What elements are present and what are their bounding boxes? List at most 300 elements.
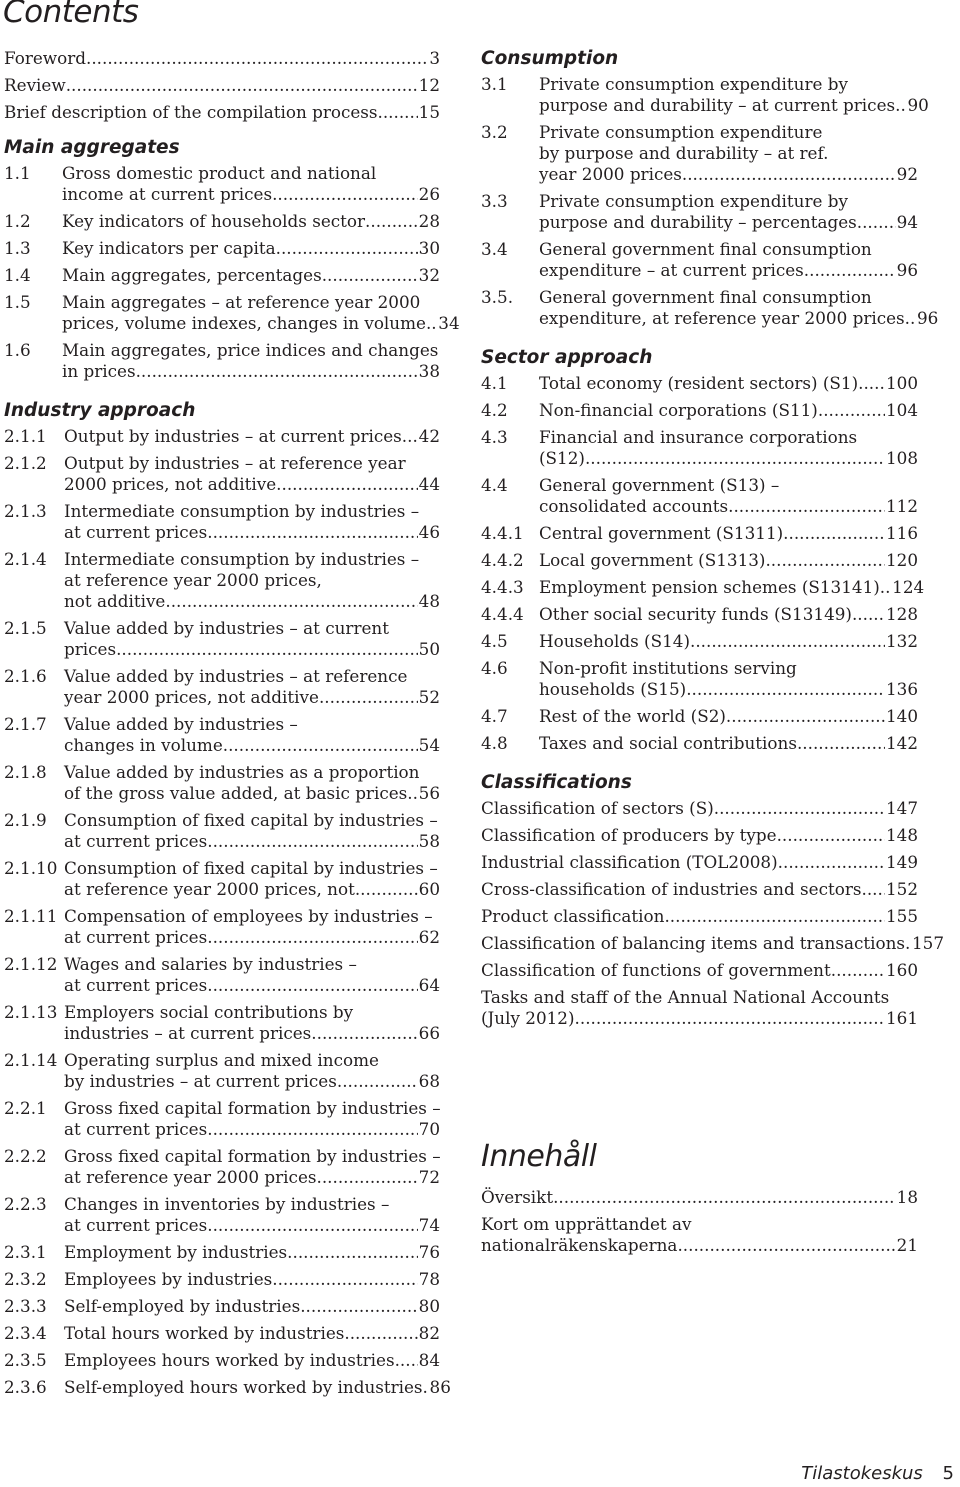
toc-entry-page: 112 [885, 496, 918, 516]
toc-entry-title-line: Kort om upprättandet av [481, 1214, 692, 1234]
toc-entry-page: 58 [418, 831, 440, 851]
dot-leader [322, 265, 418, 286]
section-heading-industry-approach: Industry approach [4, 400, 196, 421]
toc-entry-title-line: Output by industries – at current prices [64, 426, 402, 446]
toc-entry-title-line: changes in volume [64, 735, 223, 755]
toc-entry-number: 4.4.4 [481, 604, 524, 624]
toc-entry-last-line [539, 604, 918, 625]
toc-entry-body [62, 163, 440, 205]
section-heading-consumption: Consumption [481, 48, 619, 69]
toc-entry[interactable] [481, 852, 918, 873]
dot-leader [686, 679, 885, 700]
toc-entry[interactable] [4, 810, 440, 852]
toc-entry-last-line [539, 164, 918, 185]
toc-entry-last-line [62, 211, 440, 232]
toc-entry[interactable] [4, 1269, 440, 1290]
toc-entry-title-line: Cross-classification of industries and sectors [481, 879, 862, 899]
toc-entry-last-line [62, 265, 440, 286]
toc-entry-title-line: Classification of functions of government [481, 960, 831, 980]
toc-entry-number: 4.4 [481, 475, 508, 495]
toc-entry-number: 2.1.7 [4, 714, 47, 734]
toc-entry-title-line: at current prices [64, 1215, 208, 1235]
toc-entry-number: 1.5 [4, 292, 31, 312]
toc-entry[interactable] [4, 1296, 440, 1317]
toc-entry[interactable] [481, 879, 918, 900]
toc-entry-title-line: Non-financial corporations (S11) [539, 400, 818, 420]
dot-leader [276, 474, 417, 495]
toc-entry-title-line: nationalräkenskaperna [481, 1235, 678, 1255]
toc-entry-last-line [64, 1323, 440, 1344]
toc-entry-last-line [64, 879, 440, 900]
toc-entry-title-line: by industries – at current prices [64, 1071, 337, 1091]
toc-entry[interactable] [481, 987, 918, 1029]
toc-entry-title-line: Employers social contributions by [64, 1002, 354, 1022]
dot-leader [116, 639, 418, 660]
toc-entry-page: 34 [438, 313, 460, 333]
dot-leader [355, 879, 418, 900]
toc-entry-body [4, 48, 440, 69]
dot-leader [797, 733, 885, 754]
toc-entry[interactable] [4, 549, 440, 612]
toc-sector-approach-list [481, 373, 925, 754]
dot-leader [344, 1323, 417, 1344]
toc-entry[interactable] [4, 1146, 440, 1188]
toc-entry[interactable] [481, 191, 918, 233]
dot-leader [272, 1269, 417, 1290]
toc-entry-body [539, 287, 939, 329]
toc-entry-last-line [481, 798, 918, 819]
toc-entry-last-line [64, 1023, 440, 1044]
toc-entry-body [539, 604, 918, 625]
toc-entry-page: 72 [418, 1167, 440, 1187]
dot-leader [207, 831, 417, 852]
toc-entry-body [64, 666, 440, 708]
toc-entry-body [539, 706, 918, 727]
toc-entry-page: 104 [885, 400, 918, 420]
toc-entry-body [539, 427, 918, 469]
toc-entry-page: 128 [885, 604, 918, 624]
toc-entry-last-line [64, 1071, 440, 1092]
toc-entry-number: 2.1.9 [4, 810, 47, 830]
toc-entry-title-line: Value added by industries as a proportion [64, 762, 420, 782]
toc-entry[interactable] [4, 1194, 440, 1236]
toc-entry-title-line: prices, volume indexes, changes in volume. [62, 313, 432, 333]
toc-entry[interactable] [481, 1187, 918, 1208]
dot-leader [378, 102, 418, 123]
toc-entry[interactable] [4, 163, 440, 205]
toc-entry-last-line [64, 783, 440, 804]
toc-entry-number: 2.3.4 [4, 1323, 47, 1343]
toc-entry-body [481, 852, 918, 873]
toc-entry-title-line: Employees by industries [64, 1269, 273, 1289]
toc-entry-page: 92 [896, 164, 918, 184]
dot-leader [690, 631, 885, 652]
dot-leader [86, 48, 428, 69]
toc-entry-number: 2.1.2 [4, 453, 47, 473]
toc-entry-title-line: at current prices [64, 831, 208, 851]
dot-leader [300, 1296, 417, 1317]
toc-entry-last-line [64, 735, 440, 756]
toc-entry-page: 32 [418, 265, 440, 285]
toc-entry-last-line [64, 522, 440, 543]
toc-entry-number: 2.2.3 [4, 1194, 47, 1214]
toc-entry-number: 2.2.2 [4, 1146, 47, 1166]
toc-entry-title-line: Classification of balancing items and transactions [481, 933, 905, 953]
toc-entry-last-line [64, 639, 440, 660]
toc-entry-page: 56 [418, 783, 440, 803]
toc-entry[interactable] [4, 1377, 451, 1398]
toc-entry[interactable] [4, 102, 440, 123]
toc-entry[interactable] [481, 1214, 918, 1256]
toc-entry-title-line: Employment by industries [64, 1242, 288, 1262]
toc-entry-number: 2.1.11 [4, 906, 58, 926]
toc-entry-page: 160 [885, 960, 918, 980]
toc-entry[interactable] [481, 74, 929, 116]
toc-entry-title-line: General government final consumption [539, 287, 872, 307]
toc-main-aggregates-list [4, 163, 460, 382]
spacer [481, 1035, 918, 1139]
toc-entry[interactable] [481, 906, 918, 927]
dot-leader [207, 1119, 417, 1140]
toc-entry[interactable] [481, 122, 918, 185]
toc-entry-body [539, 523, 918, 544]
toc-entry-last-line [64, 1167, 440, 1188]
dot-leader [66, 75, 418, 96]
toc-entry-last-line [539, 706, 918, 727]
toc-entry-title-line: Key indicators per capita [62, 238, 276, 258]
toc-entry[interactable] [481, 825, 918, 846]
toc-entry-last-line [64, 1377, 451, 1398]
dot-leader [311, 1023, 417, 1044]
toc-entry-title-line: expenditure, at reference year 2000 prices. [539, 308, 910, 328]
dot-leader [778, 852, 885, 873]
toc-entry-page: 21 [896, 1235, 918, 1255]
toc-entry-title-line: Operating surplus and mixed income [64, 1050, 379, 1070]
toc-entry[interactable] [481, 400, 918, 421]
toc-entry-last-line [64, 1215, 440, 1236]
toc-entry-title-line: Main aggregates, price indices and changes [62, 340, 439, 360]
toc-entry-page: 15 [418, 102, 440, 122]
toc-entry-page: 96 [896, 260, 918, 280]
toc-entry[interactable] [481, 706, 918, 727]
toc-entry[interactable] [4, 1050, 440, 1092]
toc-entry-page: 78 [418, 1269, 440, 1289]
toc-entry-page: 100 [885, 373, 918, 393]
toc-entry-title-line: at reference year 2000 prices [64, 1167, 317, 1187]
toc-entry-page: 132 [885, 631, 918, 651]
toc-entry-title-line: Taxes and social contributions [539, 733, 797, 753]
toc-entry[interactable] [4, 762, 440, 804]
dot-leader [765, 550, 885, 571]
toc-entry-number: 2.3.2 [4, 1269, 47, 1289]
toc-entry-title-line: by purpose and durability – at ref. [539, 143, 829, 163]
toc-entry-title-line: Employment pension schemes (S13141). [539, 577, 886, 597]
toc-entry-last-line [64, 687, 440, 708]
toc-entry-last-line [64, 1242, 440, 1263]
toc-entry-body [481, 879, 918, 900]
toc-entry-title-line: Changes in inventories by industries – [64, 1194, 390, 1214]
toc-entry[interactable] [4, 954, 440, 996]
section-heading-classifications: Classifications [481, 772, 632, 793]
toc-entry-last-line [539, 95, 929, 116]
toc-entry-title-line: Employees hours worked by industries [64, 1350, 395, 1370]
toc-entry-page: 120 [885, 550, 918, 570]
dot-leader [319, 687, 418, 708]
dot-leader [337, 1071, 418, 1092]
toc-entry[interactable] [481, 933, 945, 954]
toc-entry-last-line [64, 1269, 440, 1290]
toc-entry[interactable] [481, 550, 918, 571]
toc-entry-number: 2.1.10 [4, 858, 58, 878]
toc-entry-title-line: Classification of producers by type [481, 825, 777, 845]
toc-entry-last-line [481, 1008, 918, 1029]
toc-entry[interactable] [4, 714, 440, 756]
dot-leader [728, 496, 885, 517]
toc-entry-body [481, 960, 918, 981]
toc-entry-title-line: Review [4, 75, 66, 95]
toc-entry-last-line [64, 474, 440, 495]
toc-entry-title-line: Value added by industries – at current [64, 618, 389, 638]
dot-leader [365, 211, 418, 232]
toc-entry-body [539, 373, 918, 394]
dot-leader [207, 522, 417, 543]
toc-entry-number: 2.1.12 [4, 954, 58, 974]
toc-entry[interactable] [481, 658, 918, 700]
toc-entry-body [539, 631, 918, 652]
toc-entry-title-line: Brief description of the compilation process [4, 102, 378, 122]
toc-entry-number: 3.4 [481, 239, 508, 259]
dot-leader [777, 825, 885, 846]
toc-entry-last-line [481, 1187, 918, 1208]
footer-publisher: Tilastokeskus [801, 1463, 923, 1484]
toc-entry-body [481, 798, 918, 819]
toc-entry[interactable] [4, 1002, 440, 1044]
toc-entry-last-line [481, 960, 918, 981]
toc-entry-last-line [62, 361, 440, 382]
toc-entry-last-line [539, 260, 918, 281]
toc-entry-page: 68 [418, 1071, 440, 1091]
toc-entry-number: 2.2.1 [4, 1098, 47, 1118]
toc-entry-page: 30 [418, 238, 440, 258]
page-title: Contents [3, 0, 139, 30]
toc-entry[interactable] [4, 858, 440, 900]
toc-entry[interactable] [4, 75, 440, 96]
toc-entry-last-line [64, 1119, 440, 1140]
toc-entry-title-line: Classification of sectors (S) [481, 798, 714, 818]
toc-entry-title-line: purpose and durability – percentages [539, 212, 857, 232]
toc-entry-page: 140 [885, 706, 918, 726]
toc-entry-number: 4.6 [481, 658, 508, 678]
toc-entry-title-line: Financial and insurance corporations [539, 427, 858, 447]
toc-entry[interactable] [481, 523, 918, 544]
dot-leader [714, 798, 885, 819]
toc-entry-number: 1.3 [4, 238, 31, 258]
toc-entry-last-line [64, 927, 440, 948]
toc-entry-body [4, 75, 440, 96]
toc-entry[interactable] [4, 1242, 440, 1263]
section-heading-main-aggregates: Main aggregates [4, 137, 180, 158]
toc-entry-title-line: Output by industries – at reference year [64, 453, 406, 473]
toc-entry-title-line: Main aggregates – at reference year 2000 [62, 292, 421, 312]
toc-entry-title-line: General government final consumption [539, 239, 872, 259]
dot-leader [317, 1167, 418, 1188]
toc-entry-body [481, 1187, 918, 1208]
toc-entry-last-line [539, 523, 918, 544]
toc-entry[interactable] [481, 604, 918, 625]
toc-entry[interactable] [4, 501, 440, 543]
toc-entry[interactable] [481, 798, 918, 819]
toc-entry-body [64, 549, 440, 612]
toc-entry[interactable] [481, 631, 918, 652]
toc-entry-page: 116 [885, 523, 918, 543]
toc-entry[interactable] [4, 48, 440, 69]
toc-entry[interactable] [481, 475, 918, 517]
toc-entry-title-line: 2000 prices, not additive [64, 474, 277, 494]
dot-leader [783, 523, 885, 544]
toc-entry-body [64, 1194, 440, 1236]
dot-leader [575, 1008, 885, 1029]
toc-entry-number: 2.1.13 [4, 1002, 58, 1022]
toc-entry-title-line: General government (S13) – [539, 475, 780, 495]
toc-entry[interactable] [4, 666, 440, 708]
toc-entry-title-line: (S12) [539, 448, 585, 468]
toc-entry-title-line: consolidated accounts [539, 496, 729, 516]
toc-entry-number: 2.1.4 [4, 549, 47, 569]
toc-entry-number: 2.1.1 [4, 426, 47, 446]
toc-entry[interactable] [4, 453, 440, 495]
dot-leader [287, 1242, 417, 1263]
toc-entry-number: 2.1.6 [4, 666, 47, 686]
toc-entry-body [64, 810, 440, 852]
innehall-title: Innehåll [481, 1139, 597, 1174]
toc-entry-title-line: industries – at current prices [64, 1023, 312, 1043]
toc-entry[interactable] [4, 1350, 440, 1371]
toc-entry[interactable] [4, 340, 440, 382]
toc-entry-number: 4.5 [481, 631, 508, 651]
toc-entry-body [64, 762, 440, 804]
toc-entry-title-line: Key indicators of households sector [62, 211, 366, 231]
toc-entry[interactable] [4, 1098, 440, 1140]
toc-entry-body [539, 475, 918, 517]
toc-entry-number: 3.1 [481, 74, 508, 94]
toc-entry-page: 66 [418, 1023, 440, 1043]
toc-entry-page: 44 [418, 474, 440, 494]
toc-entry-title-line: Compensation of employees by industries – [64, 906, 433, 926]
toc-entry[interactable] [4, 1323, 440, 1344]
toc-entry-number: 1.4 [4, 265, 31, 285]
toc-entry-body [64, 453, 440, 495]
toc-entry-title-line: Local government (S1313) [539, 550, 766, 570]
toc-entry-body [64, 501, 440, 543]
dot-leader [207, 927, 417, 948]
toc-entry[interactable] [481, 577, 925, 598]
toc-entry-title-line: Value added by industries – [64, 714, 298, 734]
toc-entry-title-line: Gross fixed capital formation by industries – [64, 1098, 441, 1118]
toc-entry-page: 12 [418, 75, 440, 95]
toc-entry[interactable] [4, 906, 440, 948]
toc-entry[interactable] [481, 960, 918, 981]
toc-entry-body [539, 239, 918, 281]
toc-entry[interactable] [481, 239, 918, 281]
toc-entry-last-line [64, 426, 440, 447]
dot-leader [818, 400, 885, 421]
toc-entry-page: 46 [418, 522, 440, 542]
toc-entry-title-line: Private consumption expenditure by [539, 74, 848, 94]
dot-leader [726, 706, 885, 727]
toc-entry[interactable] [481, 373, 918, 394]
toc-entry-page: 96 [916, 308, 939, 328]
toc-entry-title-line: Central government (S1311) [539, 523, 784, 543]
toc-front-list [4, 48, 440, 123]
toc-entry-body [64, 858, 440, 900]
toc-entry[interactable] [4, 426, 440, 447]
toc-entry-title-line: income at current prices [62, 184, 273, 204]
toc-entry-page: 90 [907, 95, 929, 115]
toc-entry-body [62, 238, 440, 259]
toc-entry-page: 28 [418, 211, 440, 231]
page-footer [801, 1463, 954, 1485]
toc-entry-page: 74 [418, 1215, 440, 1235]
toc-entry-page: 86 [429, 1377, 451, 1397]
toc-entry-last-line [481, 906, 918, 927]
footer-page-number: 5 [942, 1463, 954, 1484]
toc-entry[interactable] [4, 292, 460, 334]
toc-entry-title-line: Households (S14) [539, 631, 690, 651]
toc-entry[interactable] [4, 618, 440, 660]
toc-entry-last-line [64, 591, 440, 612]
toc-entry-body [481, 825, 918, 846]
toc-entry-title-line: Rest of the world (S2) [539, 706, 726, 726]
toc-entry[interactable] [481, 427, 918, 469]
toc-entry-last-line [539, 448, 918, 469]
toc-entry[interactable] [4, 211, 440, 232]
toc-entry-last-line [4, 102, 440, 123]
toc-entry[interactable] [481, 733, 918, 754]
toc-entry-body [64, 1242, 440, 1263]
toc-entry-last-line [481, 933, 945, 954]
toc-entry-title-line: households (S15) [539, 679, 687, 699]
contents-right-column [481, 48, 945, 1262]
toc-entry[interactable] [4, 265, 440, 286]
toc-entry[interactable] [481, 287, 939, 329]
toc-entry-number: 4.7 [481, 706, 508, 726]
toc-entry-title-line: Other social security funds (S13149) [539, 604, 852, 624]
toc-entry-title-line: Product classification [481, 906, 665, 926]
toc-entry-body [539, 658, 918, 700]
toc-entry-page: 70 [418, 1119, 440, 1139]
toc-entry-body [64, 1002, 440, 1044]
toc-entry-body [539, 122, 918, 185]
toc-entry-page: 80 [418, 1296, 440, 1316]
toc-entry-title-line: at current prices [64, 1119, 208, 1139]
dot-leader [682, 164, 896, 185]
toc-entry[interactable] [4, 238, 440, 259]
toc-entry-number: 3.5. [481, 287, 514, 307]
toc-entry-body [64, 1098, 440, 1140]
toc-entry-page: 155 [885, 906, 918, 926]
toc-entry-title-line: Intermediate consumption by industries – [64, 549, 420, 569]
toc-entry-number: 4.2 [481, 400, 508, 420]
toc-entry-title-line: of the gross value added, at basic prices [64, 783, 408, 803]
toc-entry-title-line: Industrial classification (TOL2008) [481, 852, 778, 872]
toc-entry-page: 157 [912, 933, 945, 953]
dot-leader [831, 960, 885, 981]
toc-entry-page: 94 [896, 212, 918, 232]
toc-entry-last-line [539, 577, 925, 598]
toc-entry-title-line: year 2000 prices, not additive [64, 687, 319, 707]
toc-entry-title-line: prices [64, 639, 117, 659]
toc-entry-body [64, 1269, 440, 1290]
